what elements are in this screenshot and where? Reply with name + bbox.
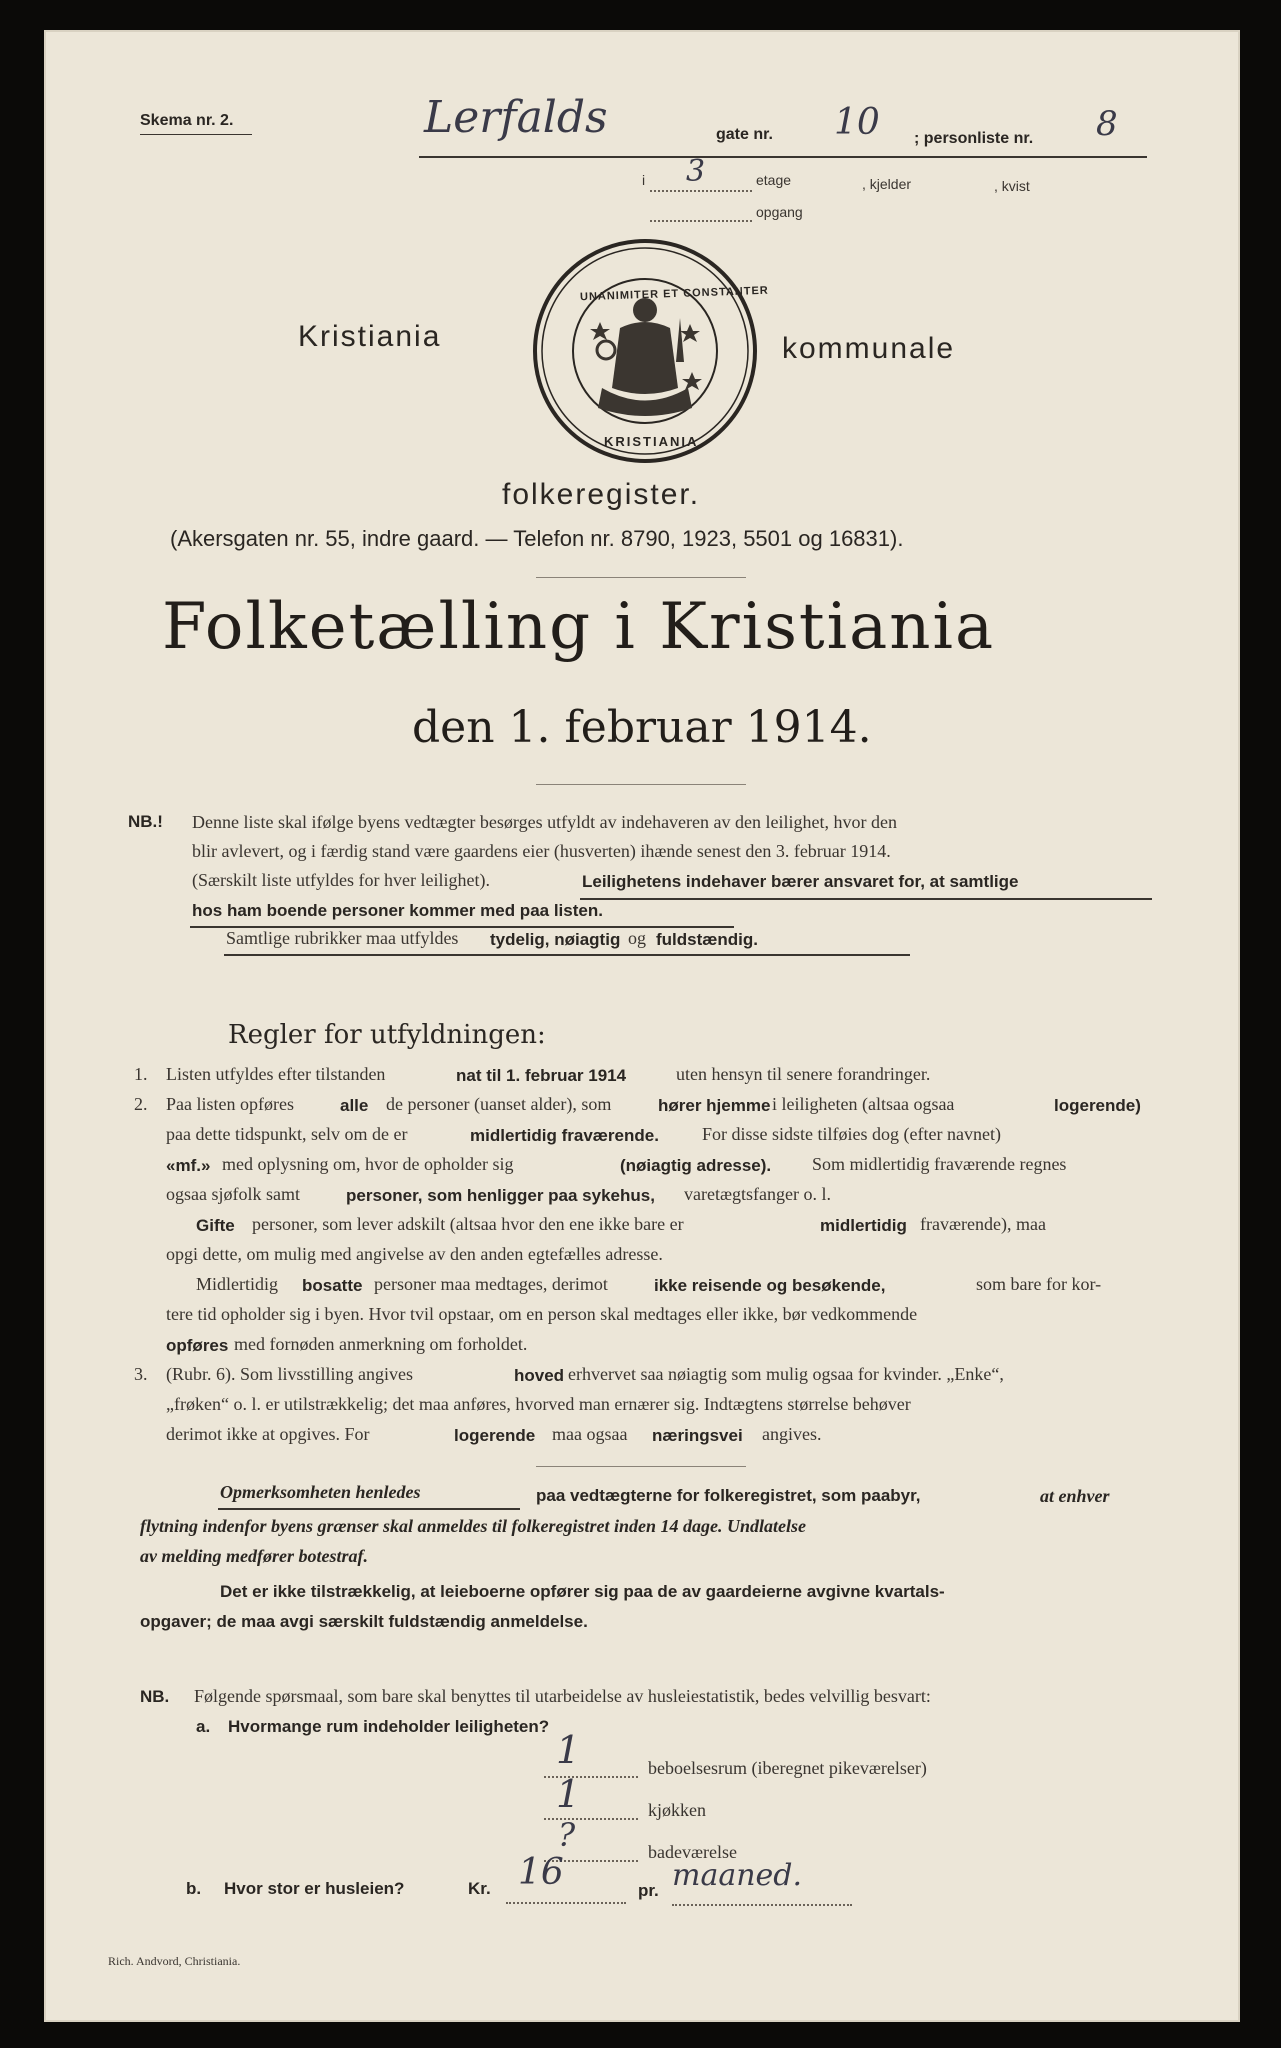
per-line (672, 1904, 852, 1906)
rule2-line4b: personer, som henligger paa sykehus, (346, 1186, 655, 1205)
kommunale-label: kommunale (782, 332, 956, 365)
nb2-marker: NB. (140, 1687, 170, 1706)
rule2-line2a: paa dette tidspunkt, selv om de er (166, 1124, 408, 1144)
nb1-underline-3 (580, 898, 1152, 900)
nb1-line-3b: Leilighetens indehaver bærer ansvaret for, at samtlige (582, 872, 1019, 891)
seal-inscription-bottom: KRISTIANIA (604, 434, 699, 449)
rule2-line7c: personer maa medtages, derimot (374, 1274, 608, 1294)
rule2-line3b: med oplysning om, hvor de opholder sig (222, 1154, 514, 1174)
nb1-line-5a: Samtlige rubrikker maa utfyldes (226, 928, 459, 948)
question-a-label: a. (196, 1717, 211, 1736)
nb1-underline-5 (224, 954, 910, 956)
kristiania-label: Kristiania (298, 320, 442, 353)
rule2-line6: opgi dette, om mulig med angivelse av den anden egtefælles adresse. (166, 1244, 663, 1264)
kvist-label: , kvist (994, 178, 1030, 194)
kr-label: Kr. (468, 1879, 491, 1898)
street-underline (419, 156, 1147, 158)
nb1-line-5d: fuldstændig. (656, 930, 758, 949)
skema-label: Skema nr. 2. (140, 112, 234, 129)
rule2-line5b: personer, som lever adskilt (altsaa hvor den ene ikke bare er (252, 1214, 684, 1234)
rule2-line1c: de personer (uanset alder), som (386, 1094, 612, 1114)
nb2-intro: Følgende spørsmaal, som bare skal benyttes til utarbeidelse av husleiestatistik, bedes velvillig besvart: (194, 1686, 931, 1706)
rule3-line3d: næringsvei (652, 1426, 743, 1445)
rules-divider (536, 1466, 746, 1467)
rule2-number: 2. (134, 1094, 148, 1114)
rule2-line7d: ikke reisende og besøkende, (654, 1276, 886, 1295)
rule3-line1c: erhvervet saa nøiagtig som mulig ogsaa for kvinder. „Enke“, (568, 1364, 1004, 1384)
rule3-line3c: maa ogsaa (552, 1424, 628, 1444)
rent-value: 16 (518, 1852, 564, 1893)
rule2-line5a: Gifte (196, 1216, 235, 1235)
rule2-line2c: For disse sidste tilføies dog (efter navnet) (702, 1124, 1001, 1144)
rule1-part-a: Listen utfyldes efter tilstanden (166, 1064, 386, 1084)
skema-underline (140, 134, 252, 135)
rule2-line7a: Midlertidig (196, 1274, 278, 1294)
rule3-line1a: (Rubr. 6). Som livsstilling angives (166, 1364, 414, 1384)
folkeregister-label: folkeregister. (502, 478, 701, 511)
rule2-line9a: opføres (166, 1336, 229, 1355)
rule2-line2b: midlertidig fraværende. (470, 1126, 659, 1145)
rooms-beboelsesrum-value: 1 (556, 1728, 581, 1772)
rule2-line7b: bosatte (302, 1276, 363, 1295)
title-divider (536, 784, 746, 785)
rule3-line3b: logerende (454, 1426, 536, 1445)
seal-graphic (532, 238, 758, 464)
rent-line (506, 1902, 626, 1904)
rule3-line2: „frøken“ o. l. er utilstrækkelig; det maa anføres, hvorved man ernærer sig. Indtægtens størrelse behøver (166, 1394, 911, 1414)
address-divider (536, 577, 746, 578)
census-form-page (44, 30, 1240, 2022)
main-title: Folketælling i Kristiania (162, 590, 996, 664)
nb1-line-2: blir avlevert, og i færdig stand være gaardens eier (husverten) ihænde senest den 3. februar 1914. (192, 841, 891, 861)
gate-number: 10 (834, 102, 880, 143)
rule2-line1f: logerende) (1054, 1096, 1141, 1115)
question-b: Hvor stor er husleien? (224, 1879, 405, 1898)
printer-imprint: Rich. Andvord, Christiania. (108, 1954, 241, 1968)
notice-line1b: paa vedtægterne for folkeregistret, som paabyr, (536, 1486, 921, 1505)
question-a: Hvormange rum indeholder leiligheten? (228, 1717, 550, 1736)
notice-underline (218, 1508, 520, 1510)
rule2-line1b: alle (340, 1096, 369, 1115)
title-date: den 1. februar 1914. (412, 702, 872, 753)
rooms-badevaerelse-value: ? (558, 1816, 576, 1854)
nb1-line-3a: (Særskilt liste utfyldes for hver leilighet). (192, 870, 490, 890)
per-label: pr. (638, 1881, 659, 1900)
rule1-part-c: uten hensyn til senere forandringer. (676, 1064, 931, 1084)
street-name-handwritten: Lerfalds (424, 92, 608, 143)
rule3-line3e: angives. (762, 1424, 822, 1444)
nb1-line-4: hos ham boende personer kommer med paa listen. (192, 901, 603, 920)
notice-line5: opgaver; de maa avgi særskilt fuldstændig anmeldelse. (140, 1612, 588, 1631)
notice-line1c: at enhver (1040, 1486, 1110, 1506)
rooms-kjokken-label: kjøkken (648, 1800, 706, 1820)
rule2-line1a: Paa listen opføres (166, 1094, 294, 1114)
rule3-number: 3. (134, 1364, 148, 1384)
city-seal (532, 238, 758, 464)
rule3-line1b: hoved (514, 1366, 565, 1385)
etage-number: 3 (686, 154, 706, 189)
rule2-line5d: fraværende), maa (920, 1214, 1046, 1234)
etage-label: etage (756, 172, 792, 188)
rule3-line3a: derimot ikke at opgives. For (166, 1424, 370, 1444)
nb1-marker: NB.! (128, 812, 163, 831)
rooms-badevaerelse-label: badeværelse (648, 1842, 737, 1862)
rule2-line1d: hører hjemme (658, 1096, 771, 1115)
rule2-line7e: som bare for kor- (976, 1274, 1102, 1294)
nb1-line-5b: tydelig, nøiagtig (490, 930, 621, 949)
nb1-line-1: Denne liste skal ifølge byens vedtægter besørges utfyldt av indehaveren av den leilighet, hvor den (192, 812, 897, 832)
rule1-number: 1. (134, 1064, 148, 1084)
rule2-line9b: med fornøden anmerkning om forholdet. (234, 1334, 528, 1354)
per-value: maaned. (672, 1858, 803, 1893)
rule2-line4c: varetægtsfanger o. l. (684, 1184, 831, 1204)
notice-line2: flytning indenfor byens grænser skal anmeldes til folkeregistret inden 14 dage. Undlatelse (140, 1516, 807, 1536)
gate-label: gate nr. (716, 126, 773, 143)
rooms-kjokken-value: 1 (556, 1772, 581, 1816)
opgang-dotted-line (650, 220, 752, 222)
personliste-label: ; personliste nr. (914, 130, 1034, 147)
office-address: (Akersgaten nr. 55, indre gaard. — Telefon nr. 8790, 1923, 5501 og 16831). (170, 526, 904, 551)
rules-heading: Regler for utfyldningen: (228, 1020, 546, 1050)
i-label: i (642, 172, 646, 188)
notice-line4: Det er ikke tilstrækkelig, at leieboerne opfører sig paa de av gaardeierne avgivne kvartals- (220, 1582, 945, 1601)
rooms-beboelsesrum-label: beboelsesrum (iberegnet pikeværelser) (648, 1758, 927, 1778)
rule2-line5c: midlertidig (820, 1216, 907, 1235)
rule2-line3c: (nøiagtig adresse). (620, 1156, 772, 1175)
personliste-number: 8 (1096, 104, 1118, 144)
notice-line1a: Opmerksomheten henledes (220, 1482, 421, 1502)
rule2-line8: tere tid opholder sig i byen. Hvor tvil opstaar, om en person skal medtages eller ikke, bør vedkommende (166, 1304, 918, 1324)
seal-inscription-top: UNANIMITER ET CONSTANTER (579, 284, 769, 304)
kjelder-label: , kjelder (862, 176, 912, 192)
rule2-line3d: Som midlertidig fraværende regnes (812, 1154, 1067, 1174)
etage-dotted-line (650, 190, 752, 192)
nb1-line-5c: og (628, 928, 646, 948)
notice-line3: av melding medfører botestraf. (140, 1546, 368, 1566)
question-b-label: b. (186, 1879, 202, 1898)
rule2-line4a: ogsaa sjøfolk samt (166, 1184, 300, 1204)
rule1-part-b: nat til 1. februar 1914 (456, 1066, 627, 1085)
rule2-line1e: i leiligheten (altsaa ogsaa (772, 1094, 955, 1114)
opgang-label: opgang (756, 204, 803, 220)
rule2-line3a: «mf.» (166, 1156, 211, 1175)
